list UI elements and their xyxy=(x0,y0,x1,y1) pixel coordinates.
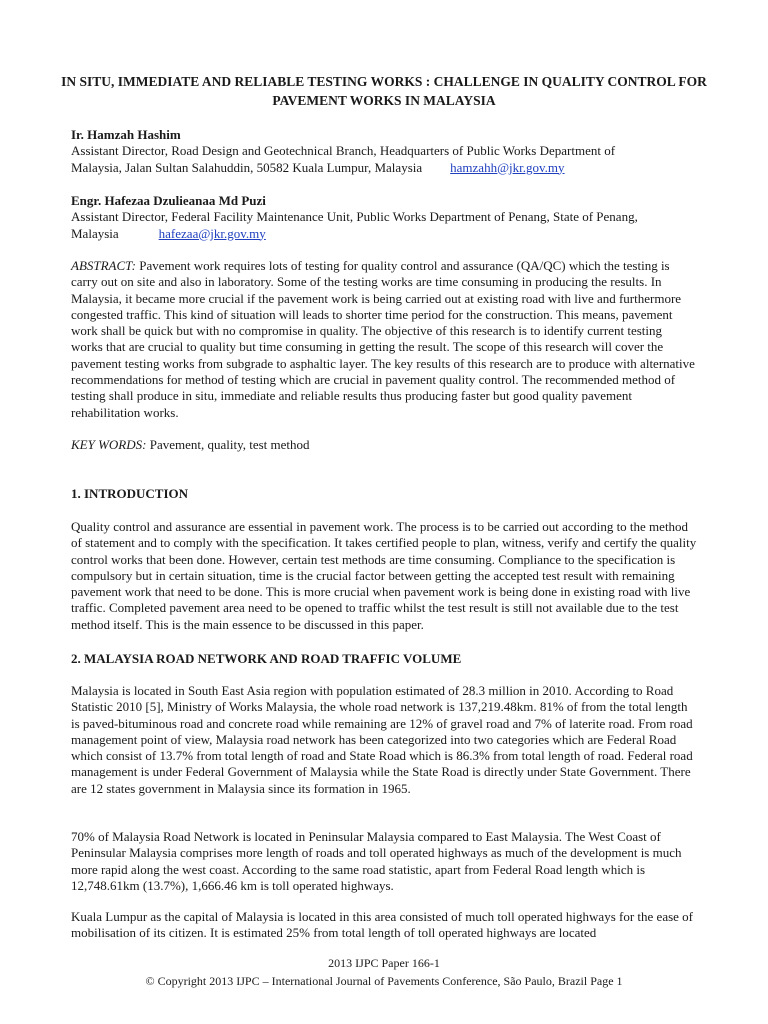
author-email-link[interactable]: hamzahh@jkr.gov.my xyxy=(450,159,565,175)
author-affiliation-line2: Malaysia, Jalan Sultan Salahuddin, 50582 Kuala Lumpur, Malaysia xyxy=(71,159,423,175)
keywords-text: Pavement, quality, test method xyxy=(146,437,310,452)
author-name: Engr. Hafezaa Dzulieanaa Md Puzi xyxy=(71,193,266,208)
road-network-paragraph-1: Malaysia is located in South East Asia region with population estimated of 28.3 million in 2010. According to Road Statistic 2010 [5], Ministry of Works Malaysia, the whole road network is 137,219.48km. 81% of from the total length is paved-bituminous road and concrete road while remaining are 12% of gravel road and 7% of laterite road. From road management point of view, Malaysia road network has been categorized into two categories which are Federal Road which consist of 13.7% from total length of road and State Road which is 86.3% from total length of road. Federal road management is under Federal Government of Malaysia while the State Road is directly under State Government. There are 12 states government in Malaysia since its formation in 1965. xyxy=(71,683,693,796)
paper-title: IN SITU, IMMEDIATE AND RELIABLE TESTING WORKS : CHALLENGE IN QUALITY CONTROL FOR PAVEMENT WORKS IN MALAYSIA xyxy=(61,74,707,108)
author-affiliation-line2: Malaysia xyxy=(71,225,119,241)
author-affiliation-cont xyxy=(71,160,697,176)
section-heading-road-network: 2. MALAYSIA ROAD NETWORK AND ROAD TRAFFIC VOLUME xyxy=(71,651,462,666)
road-network-paragraph-3: Kuala Lumpur as the capital of Malaysia is located in this area consisted of much toll operated highways for the ease of mobilisation of its citizen. It is estimated 25% from total length of toll operated highways are located xyxy=(71,909,693,941)
author-email-link[interactable]: hafezaa@jkr.gov.my xyxy=(158,225,266,241)
footer-copyright: © Copyright 2013 IJPC – International Journal of Pavements Conference, São Paulo, Brazil Page 1 xyxy=(145,974,623,988)
author-name: Ir. Hamzah Hashim xyxy=(71,127,181,142)
introduction-paragraph: Quality control and assurance are essential in pavement work. The process is to be carried out according to the method of statement and to comply with the specification. It takes certified people to plan, witness, verify and certify the quality control works that been done. However, certain test methods are time consuming. Compliance to the specification is compulsory but in certain situation, time is the crucial factor between getting the accepted test result with remaining pavement work that need to be done. This is more crucial when pavement work is being done in existing road with live traffic. Completed pavement area need to be opened to traffic whilst the test result is still not available due to the test method itself. This is the main essence to be discussed in this paper. xyxy=(71,519,697,632)
section-heading-introduction: 1. INTRODUCTION xyxy=(71,486,189,501)
author-affiliation-cont xyxy=(71,226,697,242)
author-block-1 xyxy=(71,127,697,176)
footer-paper-id: 2013 IJPC Paper 166-1 xyxy=(328,956,440,970)
road-network-paragraph-2: 70% of Malaysia Road Network is located in Peninsular Malaysia compared to East Malaysia. The West Coast of Peninsular Malaysia comprises more length of roads and toll operated highways as much of the development is much more rapid along the west coast. According to the same road statistic, apart from Federal Road length which is 12,748.61km (13.7%), 1,666.46 km is toll operated highways. xyxy=(71,829,682,893)
abstract xyxy=(71,258,697,421)
author-affiliation: Assistant Director, Federal Facility Maintenance Unit, Public Works Department of Penang, State of Penang, xyxy=(71,209,638,225)
abstract-label: ABSTRACT: xyxy=(71,258,137,273)
author-affiliation: Assistant Director, Road Design and Geotechnical Branch, Headquarters of Public Works Department of xyxy=(71,143,616,159)
keywords xyxy=(71,437,697,453)
author-block-2 xyxy=(71,193,697,242)
keywords-label: KEY WORDS: xyxy=(71,437,147,452)
abstract-text: Pavement work requires lots of testing for quality control and assurance (QA/QC) which the testing is carry out on site and also in laboratory. Some of the testing works are time consuming in producing the results. In Malaysia, it became more crucial if the pavement work is being carried out at existing road with live and furthermore congested traffic. This kind of situation will leads to shorter time period for the construction. This means, pavement work shall be quick but with no compromise in quality. The objective of this research is to identify current testing works that are crucial to quality but time consuming in getting the result. The scope of this research will cover the pavement testing works from subgrade to asphaltic layer. The key results of this research are to produce with alternative recommendations for method of testing which are crucial in pavement quality control. The recommended method of testing shall produce in situ, immediate and reliable results thus producing faster but good quality pavement rehabilitation works. xyxy=(71,258,695,420)
